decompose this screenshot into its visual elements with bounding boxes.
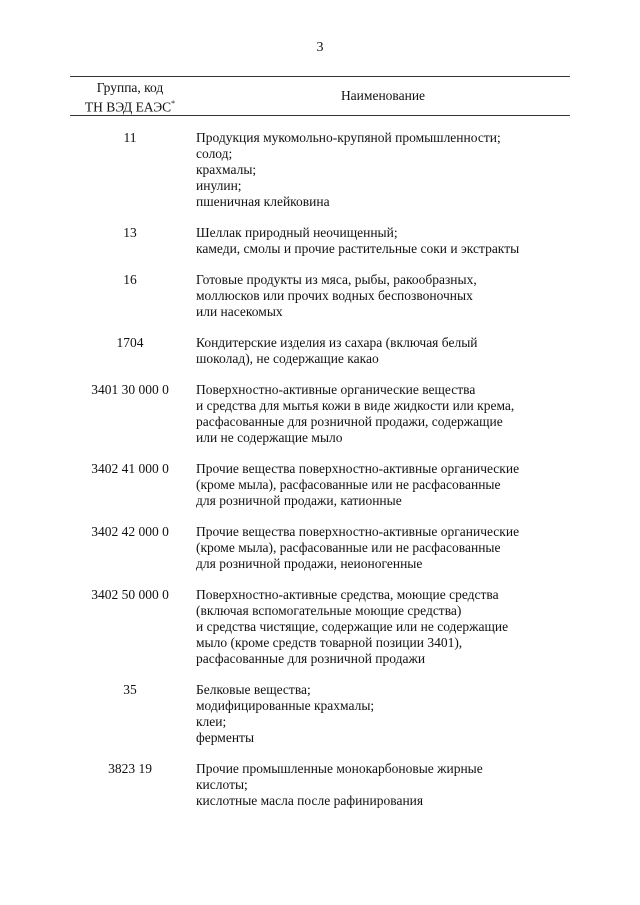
entry-name-line: Прочие вещества поверхностно-активные органические [196, 461, 520, 476]
entry-name-line: Кондитерские изделия из сахара (включая белый [196, 335, 478, 350]
entry-name-line: мыло (кроме средств товарной позиции 3401), [196, 635, 463, 650]
entry-name-line: Поверхностно-активные органические вещества [196, 382, 476, 397]
entry-name-line: солод; [196, 146, 233, 161]
entry-name-line: модифицированные крахмалы; [196, 698, 375, 713]
header-top-rule [70, 76, 570, 77]
table-row [70, 272, 570, 320]
table-row [70, 524, 570, 572]
entry-name-line: крахмалы; [196, 162, 257, 177]
entry-name-line: и средства для мытья кожи в виде жидкости или крема, [196, 398, 515, 413]
entry-name-line: моллюсков или прочих водных беспозвоночных [196, 288, 473, 303]
entry-code: 3402 41 000 0 [91, 461, 169, 476]
entry-code: 3823 19 [108, 761, 152, 776]
table-row [70, 682, 570, 746]
entry-name [196, 682, 570, 746]
entry-name-line: клеи; [196, 714, 227, 729]
entry-code: 3401 30 000 0 [91, 382, 169, 397]
entry-name-line: (кроме мыла), расфасованные или не расфасованные [196, 540, 501, 555]
entry-name-line: кислотные масла после рафинирования [196, 793, 424, 808]
entry-code: 3402 42 000 0 [91, 524, 169, 539]
entry-name-line: Шеллак природный неочищенный; [196, 225, 398, 240]
entry-name-line: и средства чистящие, содержащие или не содержащие [196, 619, 509, 634]
table-row [70, 587, 570, 667]
entry-name-line: камеди, смолы и прочие растительные соки и экстракты [196, 241, 520, 256]
table-row [70, 225, 570, 257]
entry-name-line: кислоты; [196, 777, 248, 792]
entry-name [196, 272, 570, 320]
entry-name-line: Продукция мукомольно-крупяной промышленности; [196, 130, 501, 145]
table-row [70, 461, 570, 509]
table-row [70, 761, 570, 809]
header-bottom-rule [70, 115, 570, 116]
entry-name-line: или насекомых [196, 304, 283, 319]
entry-code: 35 [123, 682, 137, 697]
entry-name-line: Белковые вещества; [196, 682, 311, 697]
footnote-mark: * [171, 99, 176, 108]
entry-name [196, 382, 570, 446]
entry-name-line: (включая вспомогательные моющие средства) [196, 603, 462, 618]
entry-name [196, 761, 570, 809]
entry-code: 16 [123, 272, 137, 287]
header-group-line2: ТН ВЭД ЕАЭС* [84, 99, 176, 115]
entry-name-line: Готовые продукты из мяса, рыбы, ракообразных, [196, 272, 477, 287]
entry-name [196, 225, 570, 257]
header-name: Наименование [340, 88, 426, 103]
entry-name [196, 335, 570, 367]
entry-code: 13 [123, 225, 137, 240]
entry-code: 11 [123, 130, 137, 145]
entry-name-line: для розничной продажи, неионогенные [196, 556, 423, 571]
table-row [70, 382, 570, 446]
entry-name-line: пшеничная клейковина [196, 194, 330, 209]
entry-name-line: или не содержащие мыло [196, 430, 343, 445]
entry-name [196, 130, 570, 210]
entry-name [196, 587, 570, 667]
entry-code: 3402 50 000 0 [91, 587, 169, 602]
entry-name-line: расфасованные для розничной продажи [196, 651, 426, 666]
table-row [70, 335, 570, 367]
header-group-line1: Группа, код [96, 80, 164, 95]
entry-name-line: (кроме мыла), расфасованные или не расфасованные [196, 477, 501, 492]
table-row [70, 130, 570, 210]
header-group-code [70, 80, 190, 116]
entry-name-line: Прочие вещества поверхностно-активные органические [196, 524, 520, 539]
entry-code: 1704 [116, 335, 144, 350]
entry-name-line: шоколад), не содержащие какао [196, 351, 379, 366]
entry-name-line: для розничной продажи, катионные [196, 493, 402, 508]
page-number: 3 [316, 40, 324, 55]
entry-name-line: инулин; [196, 178, 242, 193]
entries-table [70, 130, 570, 824]
entry-name [196, 524, 570, 572]
entry-name-line: Прочие промышленные монокарбоновые жирные [196, 761, 483, 776]
entry-name-line: Поверхностно-активные средства, моющие средства [196, 587, 499, 602]
entry-name [196, 461, 570, 509]
entry-name-line: ферменты [196, 730, 255, 745]
entry-name-line: расфасованные для розничной продажи, содержащие [196, 414, 503, 429]
